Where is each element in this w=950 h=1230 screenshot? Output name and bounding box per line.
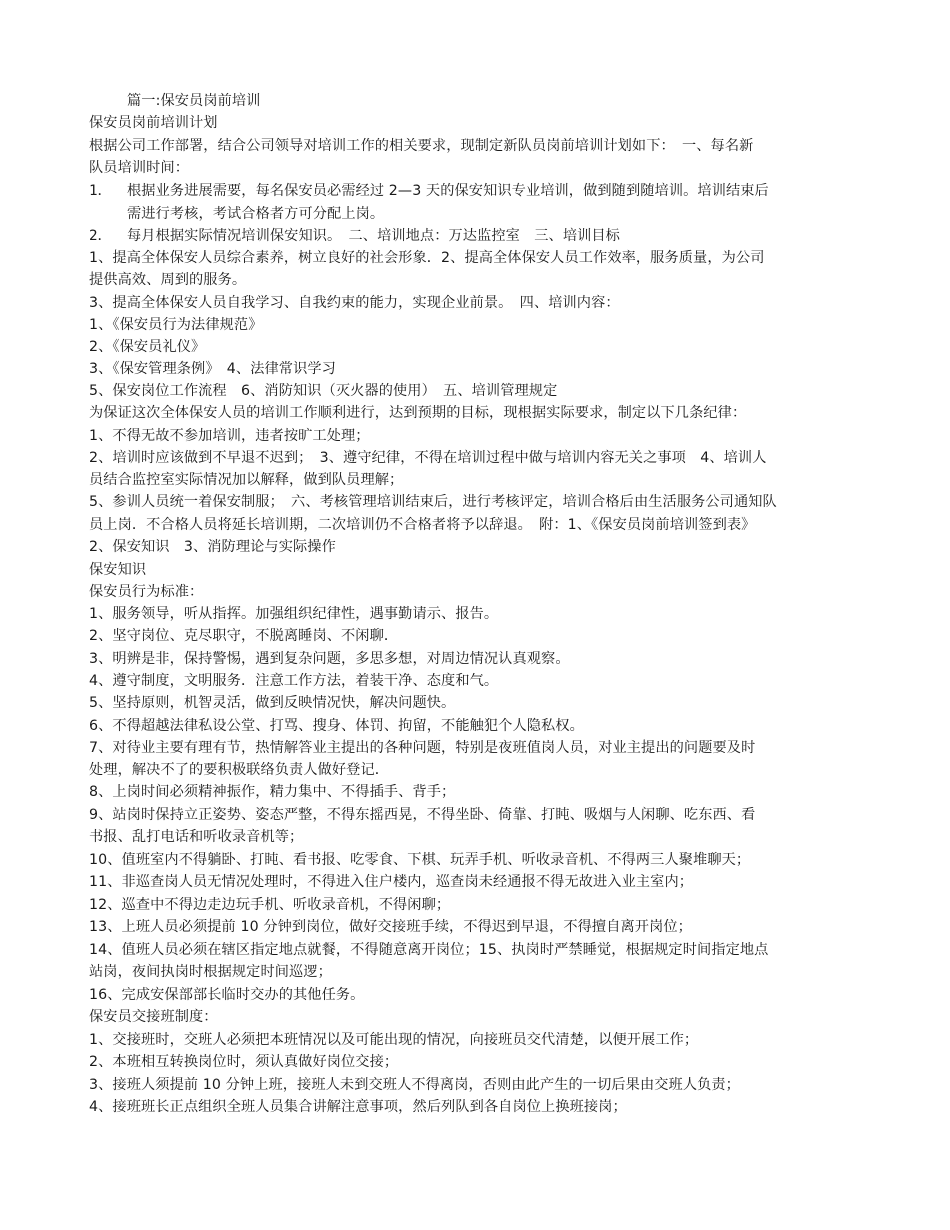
- text-line: 1、交接班时，交班人必须把本班情况以及可能出现的情况，向接班员交代清楚，以便开展工作；: [89, 1032, 699, 1048]
- text-line: 每月根据实际情况培训保安知识。 二、培训地点：万达监控室 三、培训目标: [127, 228, 620, 244]
- text-line: 提供高效、周到的服务。: [89, 272, 247, 288]
- text-line: 保安员行为标准：: [89, 584, 204, 600]
- text-line: 2、坚守岗位、克尽职守，不脱离睡岗、不闲聊．: [89, 628, 399, 644]
- text-line: 3、《保安管理条例》 4、法律常识学习: [89, 361, 336, 377]
- text-line: 3、提高全体保安人员自我学习、自我约束的能力，实现企业前景。 四、培训内容：: [89, 295, 620, 311]
- text-line: 保安员岗前培训计划: [89, 115, 218, 131]
- text-line: 员结合监控室实际情况加以解释，做到队员理解；: [89, 472, 404, 488]
- text-line: 5、保安岗位工作流程 6、消防知识（灭火器的使用） 五、培训管理规定: [89, 383, 558, 399]
- document-heading: 篇一:保安员岗前培训: [127, 93, 261, 109]
- text-line: 4、接班班长正点组织全班人员集合讲解注意事项，然后列队到各自岗位上换班接岗；: [89, 1099, 627, 1115]
- text-line: 3、接班人须提前 10 分钟上班，接班人未到交班人不得离岗，否则由此产生的一切后果由交班人负责；: [89, 1077, 740, 1093]
- text-line: 2、《保安员礼仪》: [89, 339, 206, 355]
- text-line: 站岗，夜间执岗时根据规定时间巡逻；: [89, 964, 332, 980]
- text-line: 7、对待业主要有理有节，热情解答业主提出的各种问题，特别是夜班值岗人员，对业主提出的问题要及时: [89, 740, 756, 756]
- text-line: 员上岗．不合格人员将延长培训期，二次培训仍不合格者将予以辞退。 附：1、《保安员岗前培训签到表》: [89, 517, 756, 533]
- text-line: 保安知识: [89, 562, 147, 578]
- text-line: 保安员交接班制度：: [89, 1009, 218, 1025]
- text-line: 1、服务领导，听从指挥。加强组织纪律性，遇事勤请示、报告。: [89, 606, 499, 622]
- text-line: 14、值班人员必须在辖区指定地点就餐，不得随意离开岗位；15、执岗时严禁睡觉，根据规定时间指定地点: [89, 942, 769, 958]
- text-line: 5、参训人员统一着保安制服； 六、考核管理培训结束后，进行考核评定，培训合格后由生活服务公司通知队: [89, 494, 777, 510]
- text-line: 16、完成安保部部长临时交办的其他任务。: [89, 987, 365, 1003]
- text-line: 11、非巡查岗人员无情况处理时，不得进入住户楼内，巡查岗未经通报不得无故进入业主室内；: [89, 874, 694, 890]
- text-line: 4、遵守制度，文明服务．注意工作方法，着装干净、态度和气。: [89, 673, 499, 689]
- text-line: 5、坚持原则，机智灵活，做到反映情况快，解决问题快。: [89, 695, 456, 711]
- text-line: 处理，解决不了的要积极联络负责人做好登记．: [89, 762, 390, 778]
- text-line: 3、明辨是非，保持警惕，遇到复杂问题，多思多想，对周边情况认真观察。: [89, 651, 570, 667]
- text-line: 为保证这次全体保安人员的培训工作顺利进行，达到预期的目标，现根据实际要求，制定以下几条纪律：: [89, 405, 747, 421]
- text-line: 2、培训时应该做到不早退不迟到； 3、遵守纪律，不得在培训过程中做与培训内容无关之事项 4、培训人: [89, 450, 767, 466]
- text-line: 6、不得超越法律私设公堂、打骂、搜身、体罚、拘留，不能触犯个人隐私权。: [89, 718, 584, 734]
- text-line: 2、本班相互转换岗位时，须认真做好岗位交接；: [89, 1054, 399, 1070]
- text-line: 队员培训时间：: [89, 160, 190, 176]
- text-line: 10、值班室内不得躺卧、打盹、看书报、吃零食、下棋、玩弄手机、听收录音机、不得两三人聚堆聊天；: [89, 852, 751, 868]
- text-line: 1、不得无故不参加培训，违者按旷工处理；: [89, 428, 370, 444]
- list-marker: 1．: [89, 183, 112, 199]
- text-line: 9、站岗时保持立正姿势、姿态严整，不得东摇西晃，不得坐卧、倚靠、打盹、吸烟与人闲聊、吃东西、看: [89, 807, 756, 823]
- text-line: 8、上岗时间必须精神振作，精力集中、不得插手、背手；: [89, 784, 456, 800]
- text-line: 1、《保安员行为法律规范》: [89, 317, 263, 333]
- text-line: 1、提高全体保安人员综合素养，树立良好的社会形象．2、提高全体保安人员工作效率，服务质量，为公司: [89, 250, 765, 266]
- list-marker: 2．: [89, 228, 112, 244]
- text-line: 根据公司工作部署，结合公司领导对培训工作的相关要求，现制定新队员岗前培训计划如下： 一、每名新: [89, 138, 754, 154]
- text-line: 书报、乱打电话和听收录音机等；: [89, 829, 304, 845]
- text-line: 根据业务进展需要，每名保安员必需经过 2—3 天的保安知识专业培训，做到随到随培训。培训结束后: [127, 183, 769, 199]
- text-line: 需进行考核，考试合格者方可分配上岗。: [127, 206, 385, 222]
- text-line: 2、保安知识 3、消防理论与实际操作: [89, 539, 336, 555]
- text-line: 13、上班人员必须提前 10 分钟到岗位，做好交接班手续，不得迟到早退，不得擅自离开岗位；: [89, 919, 692, 935]
- text-line: 12、巡查中不得边走边玩手机、听收录音机，不得闲聊；: [89, 897, 451, 913]
